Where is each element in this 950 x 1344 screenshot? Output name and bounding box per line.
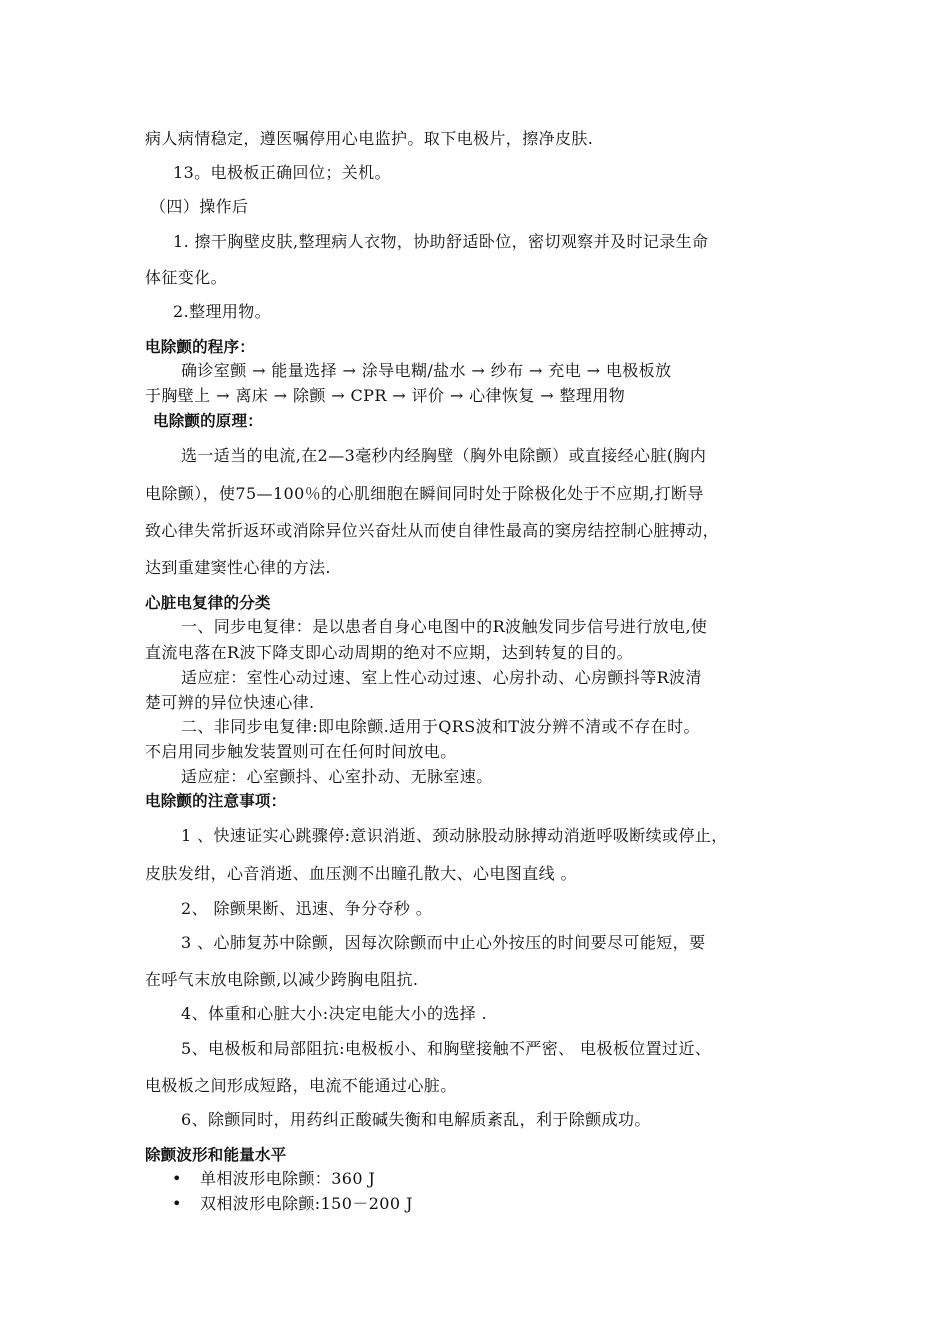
text-line: 5、电极板和局部阻抗:电极板小、和胸壁接触不严密、 电极板位置过近、: [181, 1039, 712, 1058]
text-line: 电除颤），使75—100％的心肌细胞在瞬间同时处于除极化处于不应期,打断导: [145, 484, 704, 503]
heading-procedure: 电除颤的程序：: [145, 338, 255, 356]
bullet-icon: •: [172, 1194, 182, 1213]
text-line: 6、除颤同时，用药纠正酸碱失衡和电解质紊乱，利于除颤成功。: [181, 1110, 651, 1129]
heading-waveform-energy: 除颤波形和能量水平: [145, 1146, 287, 1164]
bullet-icon: •: [172, 1169, 182, 1188]
text-line: 达到重建窦性心律的方法.: [145, 558, 331, 577]
text-line: 不启用同步触发装置则可在任何时间放电。: [145, 742, 457, 761]
text-line: 确诊室颤 → 能量选择 → 涂导电糊/盐水 → 纱布 → 充电 → 电极板放: [181, 361, 672, 380]
text-line: 楚可辨的异位快速心律.: [145, 693, 315, 712]
list-item: [172, 1194, 413, 1214]
text-line: 1. 擦干胸壁皮肤,整理病人衣物，协助舒适卧位，密切观察并及时记录生命: [173, 232, 709, 251]
text-line: 4、体重和心脏大小:决定电能大小的选择 .: [181, 1004, 488, 1023]
text-line: 在呼气末放电除颤,以减少跨胸电阻抗.: [145, 970, 419, 989]
heading-precautions: 电除颤的注意事项：: [145, 792, 287, 810]
text-line: 致心律失常折返环或消除异位兴奋灶从而使自律性最高的窦房结控制心脏搏动，: [145, 521, 720, 540]
text-line: 2、 除颤果断、迅速、争分夺秒 。: [181, 899, 433, 918]
text-line: 选一适当的电流,在2—3毫秒内经胸壁（胸外电除颤）或直接经心脏(胸内: [181, 446, 707, 465]
list-item-text: 单相波形电除颤：360 J: [200, 1169, 376, 1188]
text-line: 皮肤发绀，心音消逝、血压测不出瞳孔散大、心电图直线 。: [145, 864, 577, 883]
text-line: 病人病情稳定，遵医嘱停用心电监护。取下电极片，擦净皮肤.: [145, 129, 594, 148]
text-line: 适应症：室性心动过速、室上性心动过速、心房扑动、心房颤抖等R波清: [181, 668, 702, 687]
text-line: 3 、心肺复苏中除颤，因每次除颤而中止心外按压的时间要尽可能短，要: [181, 933, 706, 952]
text-line: 一、同步电复律：是以患者自身心电图中的R波触发同步信号进行放电,使: [181, 617, 708, 636]
text-line: 电极板之间形成短路，电流不能通过心脏。: [145, 1076, 457, 1095]
text-line: 适应症：心室颤抖、心室扑动、无脉室速。: [181, 767, 493, 786]
heading-classification: 心脏电复律的分类: [145, 594, 271, 612]
text-line: 2.整理用物。: [173, 302, 272, 321]
text-line: 体征变化。: [145, 268, 228, 287]
text-line: 1 、快速证实心跳骤停:意识消逝、颈动脉股动脉搏动消逝呼吸断续或停止，: [181, 826, 728, 845]
text-line: 直流电落在R波下降支即心动周期的绝对不应期，达到转复的目的。: [145, 643, 634, 662]
heading-principle: 电除颤的原理：: [153, 412, 263, 430]
section-heading: （四）操作后: [150, 197, 249, 216]
text-line: 二、非同步电复律:即电除颤.适用于QRS波和T波分辨不清或不存在时。: [181, 717, 700, 736]
list-item: [172, 1169, 375, 1189]
text-line: 13。电极板正确回位；关机。: [173, 163, 391, 182]
list-item-text: 双相波形电除颤:150－200 J: [200, 1194, 413, 1213]
text-line: 于胸壁上 → 离床 → 除颤 → CPR → 评价 → 心律恢复 → 整理用物: [145, 386, 626, 405]
